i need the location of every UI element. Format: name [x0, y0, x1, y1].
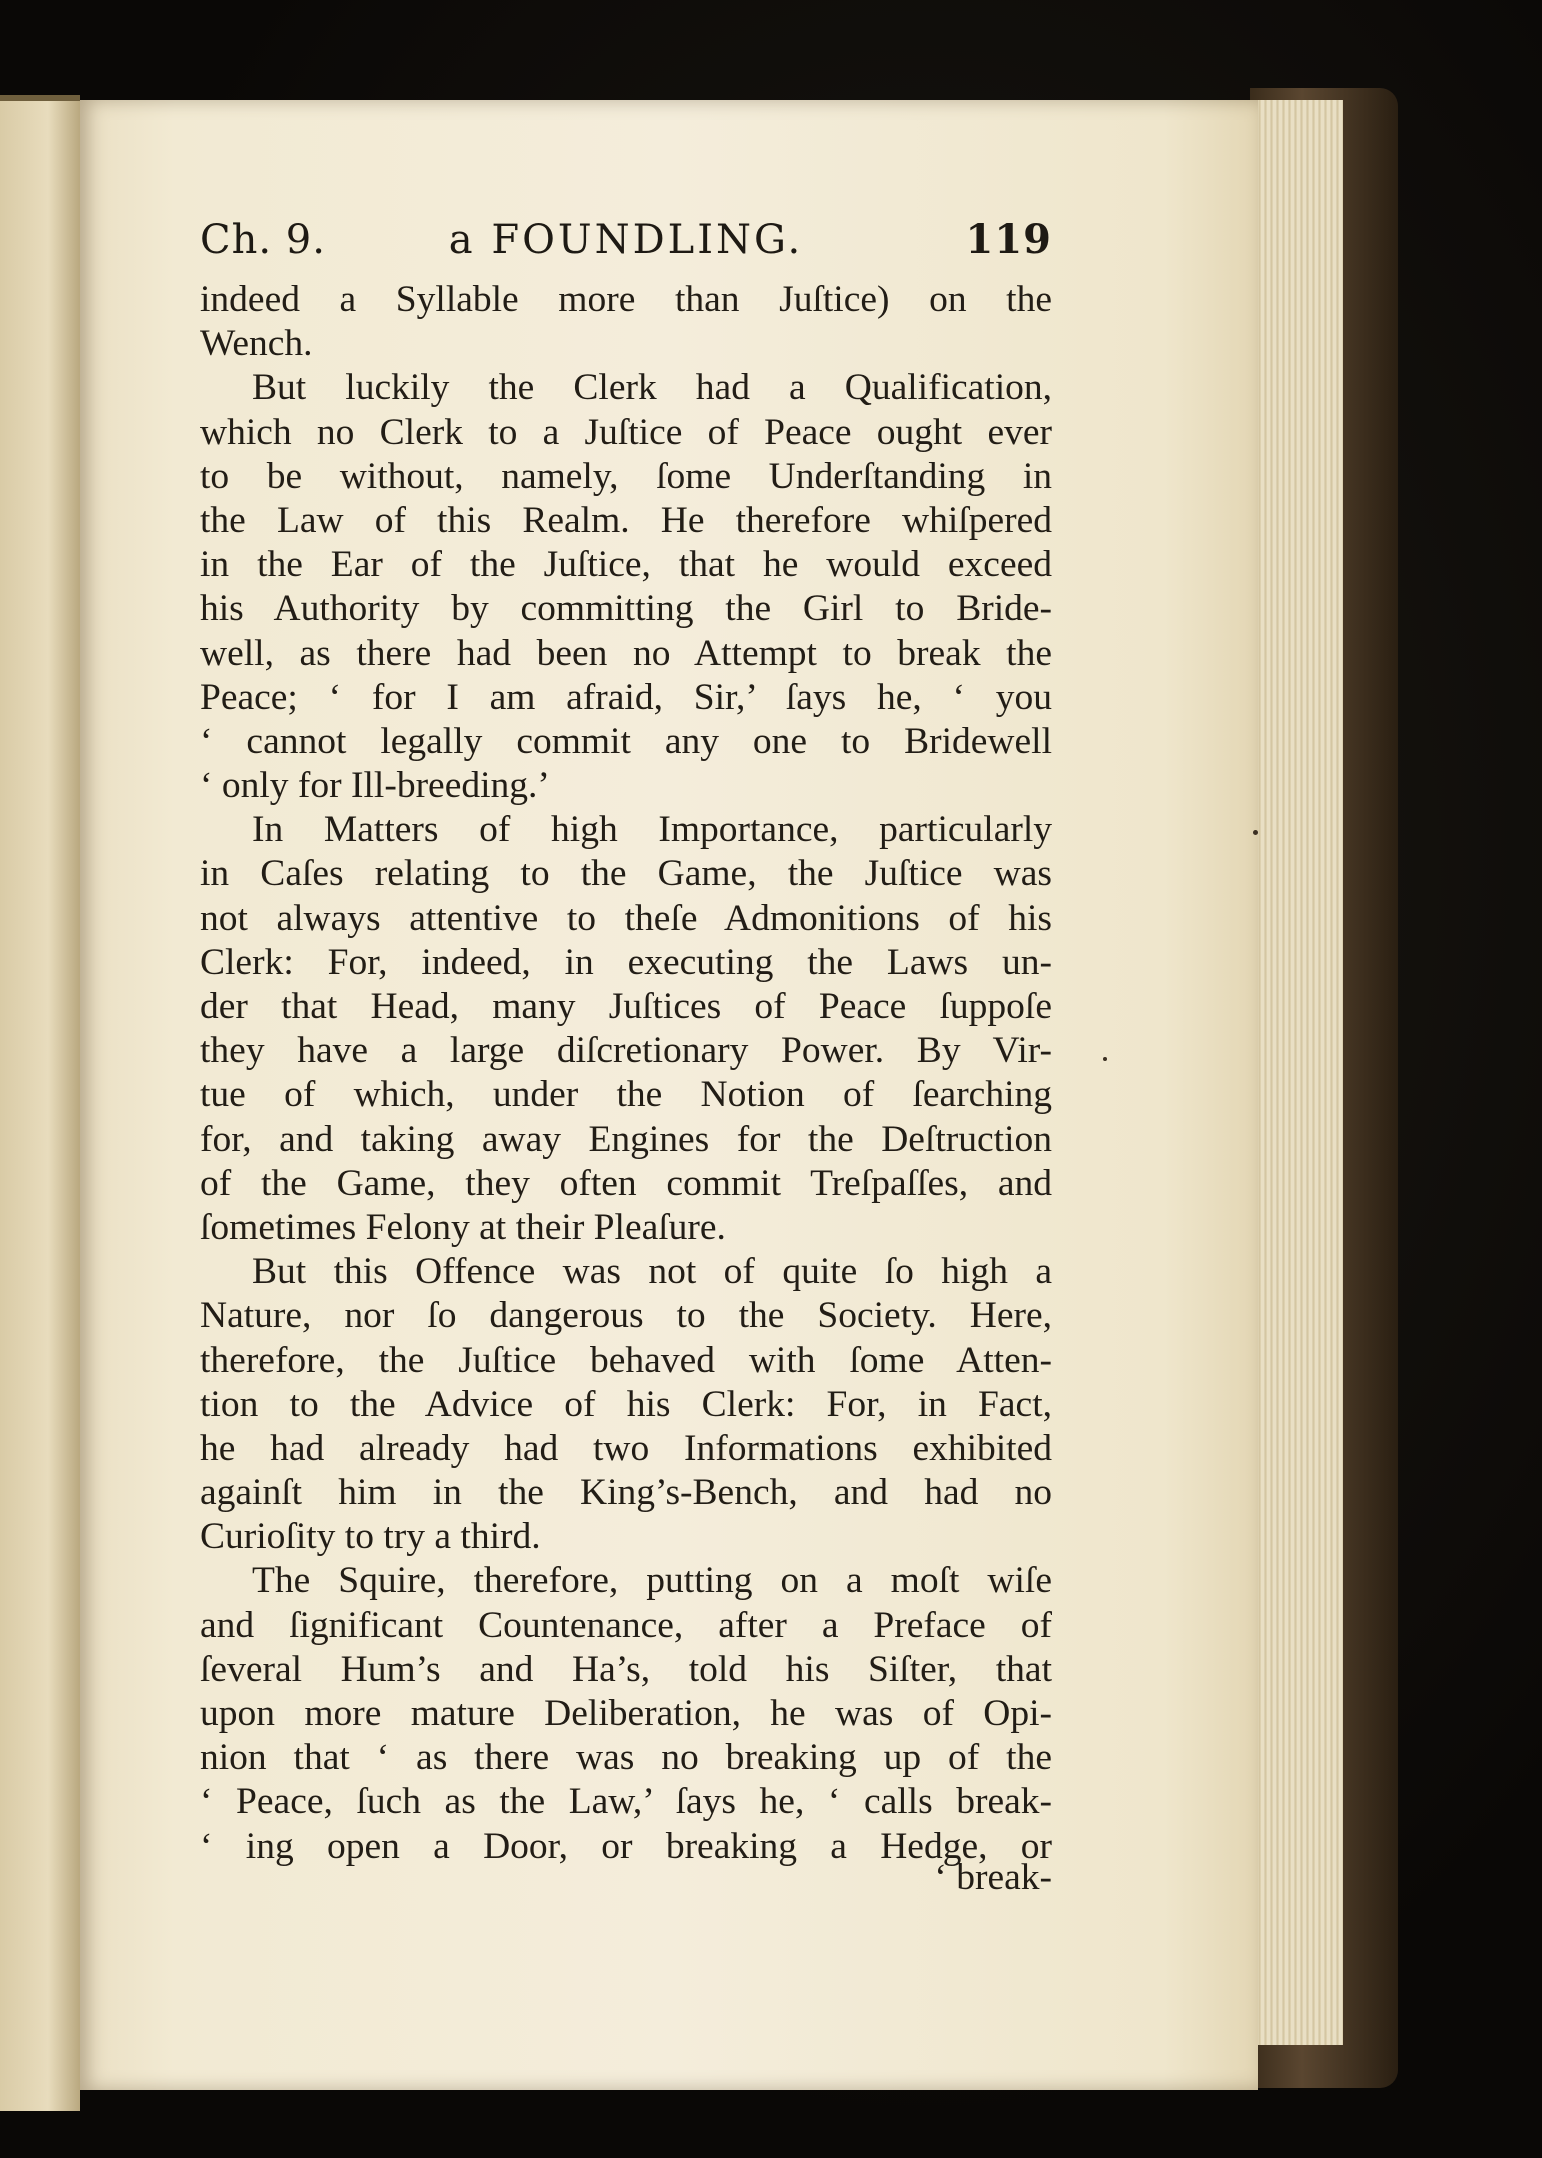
text-line: The Squire, therefore, putting on a moſt wiſe	[252, 1560, 1052, 1602]
text-line: ſometimes Felony at their Pleaſure.	[200, 1206, 726, 1248]
text-line: ‘ ing open a Door, or breaking a Hedge, or	[200, 1825, 1052, 1867]
text-line: Nature, nor ſo dangerous to the Society. Here,	[200, 1295, 1052, 1337]
text-line: in Caſes relating to the Game, the Juſtice was	[200, 853, 1052, 895]
text-line: But luckily the Clerk had a Qualification,	[252, 367, 1052, 409]
text-line: his Authority by committing the Girl to Bride-	[200, 588, 1052, 630]
text-line: upon more mature Deliberation, he was of Opi-	[200, 1693, 1052, 1734]
page-block-edges	[1255, 100, 1343, 2045]
text-line: not always attentive to theſe Admonitions of his	[200, 897, 1052, 939]
running-head	[200, 210, 1052, 270]
text-line: for, and taking away Engines for the Deſtruction	[200, 1118, 1052, 1160]
text-line: they have a large diſcretionary Power. By Vir-	[200, 1030, 1052, 1072]
text-line: Peace; ‘ for I am afraid, Sir,’ ſays he, ‘ you	[200, 676, 1052, 718]
text-line: der that Head, many Juſtices of Peace ſuppoſe	[200, 986, 1052, 1027]
text-line: tue of which, under the Notion of ſearching	[200, 1074, 1052, 1116]
text-line: to be without, namely, ſome Underſtanding in	[200, 455, 1052, 497]
text-line: Clerk: For, indeed, in executing the Laws un-	[200, 941, 1052, 983]
page-body	[200, 278, 1052, 1869]
running-title: a FOUNDLING.	[448, 217, 804, 263]
text-line: againſt him in the King’s-Bench, and had no	[200, 1472, 1052, 1514]
text-line: Curioſity to try a third.	[200, 1516, 541, 1558]
text-line: ‘ only for Ill-breeding.’	[200, 765, 550, 807]
text-line: Wench.	[200, 323, 313, 365]
text-line: therefore, the Juſtice behaved with ſome Atten-	[200, 1339, 1052, 1381]
text-line: indeed a Syllable more than Juſtice) on the	[200, 279, 1052, 320]
text-line: ‘ Peace, ſuch as the Law,’ ſays he, ‘ calls break-	[200, 1781, 1052, 1823]
text-line: tion to the Advice of his Clerk: For, in Fact,	[200, 1383, 1052, 1425]
text-line: well, as there had been no Attempt to break the	[200, 632, 1052, 674]
ink-speck	[1103, 1057, 1107, 1061]
text-line: of the Game, they often commit Treſpaſſes, and	[200, 1162, 1052, 1204]
page-number: 119	[965, 216, 1052, 263]
catchword: ‘ break-	[934, 1857, 1052, 1898]
text-line: ſeveral Hum’s and Ha’s, told his Siſter, that	[200, 1648, 1052, 1690]
text-line: which no Clerk to a Juſtice of Peace ought ever	[200, 411, 1052, 453]
text-line: In Matters of high Importance, particularly	[252, 809, 1052, 851]
chapter-label: Ch. 9.	[200, 217, 326, 263]
text-line: ‘ cannot legally commit any one to Bridewell	[200, 720, 1052, 762]
text-line: But this Offence was not of quite ſo high a	[252, 1251, 1052, 1293]
ink-speck	[1253, 830, 1258, 835]
text-line: nion that ‘ as there was no breaking up of the	[200, 1737, 1052, 1779]
text-line: and ſignificant Countenance, after a Preface of	[200, 1604, 1052, 1646]
text-line: he had already had two Informations exhibited	[200, 1427, 1052, 1469]
text-line: in the Ear of the Juſtice, that he would exceed	[200, 544, 1052, 586]
text-line: the Law of this Realm. He therefore whiſpered	[200, 499, 1052, 541]
facing-page-edge	[0, 95, 80, 2111]
